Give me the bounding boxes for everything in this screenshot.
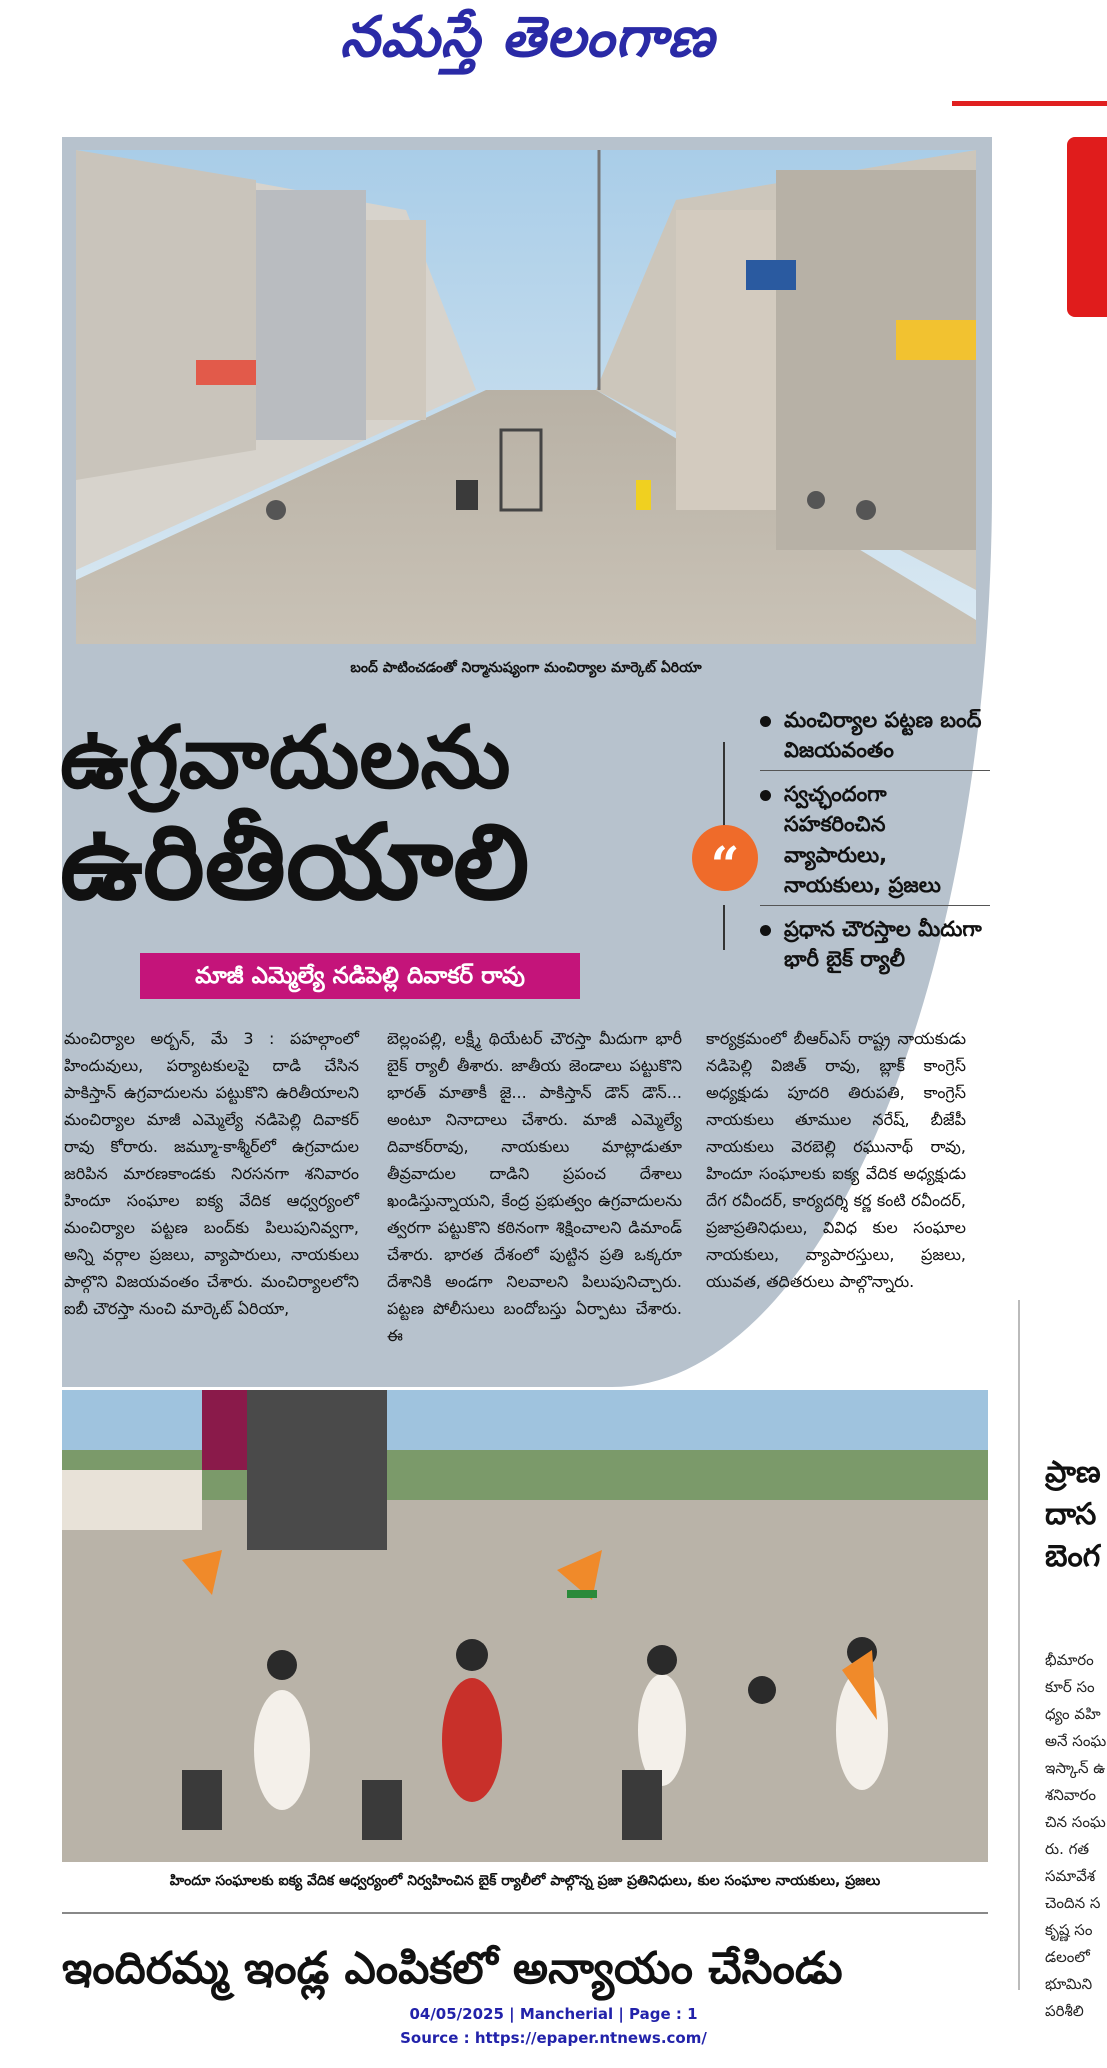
article-column-3: కార్యక్రమంలో బీఆర్ఎస్ రాష్ట్ర నాయకుడు నడిపెల్లి విజిత్ రావు, బ్లాక్ కాంగ్రెస్ అధ్యక్షుడు పూదరి తిరుపతి, కాంగ్రెస్ నాయకులు తూముల నరేష్, బీజేపీ నాయకులు వెరబెల్లి రఘునాథ్ రావు, హిందూ సంఘాలకు ఐక్య వేదిక అధ్యక్షుడు దేగ రవీందర్, కార్యదర్శి కర్ణ కంటి రవీందర్, ప్రజాప్రతినిధులు, వివిధ కుల సంఘాల నాయకులు, వ్యాపారస్తులు, ప్రజలు, యువత, తదితరులు పాల్గొన్నారు. — [706, 1029, 966, 1291]
bike-rally-photo — [62, 1390, 988, 1862]
headline-line-1: ఉగ్రవాదులను — [60, 708, 511, 808]
highlight-item: ప్రధాన చౌరస్తాల మీదుగా భారీ బైక్ ర్యాలీ — [760, 914, 990, 979]
masthead — [0, 0, 1107, 90]
article-column-1: మంచిర్యాల అర్బన్, మే 3 : పహల్గాంలో హిందువులు, పర్యాటకులపై దాడి చేసిన పాకిస్తాన్ ఉగ్రవాదులను పట్టుకొని ఉరితీయాలని మంచిర్యాల మాజీ ఎమ్మెల్యే నడిపెల్లి దివాకర్ రావు కోరారు. జమ్మూ-కాశ్మీర్‌లో ఉగ్రవాదుల జరిపిన మారణకాండకు నిరసనగా శనివారం హిందూ సంఘాల ఐక్య వేదిక ఆధ్వర్యంలో మంచిర్యాల పట్టణ బంద్‌కు పిలుపునివ్వగా, అన్ని వర్గాల ప్రజలు, వ్యాపారులు, నాయకులు పాల్గొని విజయవంతం చేశారు. మంచిర్యాలలోని ఐబీ చౌరస్తా నుంచి మార్కెట్ ఏరియా, — [64, 1029, 359, 1318]
section-divider — [62, 1912, 988, 1914]
side-story-headline: ప్రాణ దాస బెంగ — [1045, 1455, 1101, 1574]
highlight-item: స్వచ్ఛందంగా సహకరించిన వ్యాపారులు, నాయకులు, ప్రజలు — [760, 779, 990, 906]
highlights-list — [760, 705, 990, 987]
byline-banner: మాజీ ఎమ్మెల్యే నడిపెల్లి దివాకర్ రావు — [140, 953, 580, 999]
bottom-photo-caption: హిందూ సంఘాలకు ఐక్య వేదిక ఆధ్వర్యంలో నిర్వహించిన బైక్ ర్యాలీలో పాల్గొన్న ప్రజా ప్రతినిధులు, కుల సంఘాల నాయకులు, ప్రజలు — [169, 1873, 881, 1889]
footer-date-line: 04/05/2025 | Mancherial | Page : 1 — [409, 2005, 698, 2023]
header-red-rule — [952, 101, 1107, 106]
newspaper-title: నమస్తే తెలంగాణ — [340, 4, 715, 70]
footer-source-link[interactable]: Source : https://epaper.ntnews.com/ — [400, 2029, 707, 2047]
article-column-2: బెల్లంపల్లి, లక్ష్మీ థియేటర్ చౌరస్తా మీదుగా భారీ బైక్ ర్యాలీ తీశారు. జాతీయ జెండాలు పట్టుకొని భారత్ మాతాకీ జై... పాకిస్తాన్ డౌన్ డౌన్... అంటూ నినాదాలు చేశారు. మాజీ ఎమ్మెల్యే దివాకర్‌రావు, నాయకులు మాట్లాడుతూ తీవ్రవాదుల దాడిని ప్రపంచ దేశాలు ఖండిస్తున్నాయని, కేంద్ర ప్రభుత్వం ఉగ్రవాదులను త్వరగా పట్టుకొని కఠినంగా శిక్షించాలని డిమాండ్ చేశారు. భారత దేశంలో పుట్టిన ప్రతి ఒక్కరూ దేశానికి అండగా నిలవాలని పిలుపునిచ్చారు. పట్టణ పోలీసులు బందోబస్తు ఏర్పాటు చేశారు. ఈ — [387, 1029, 682, 1345]
top-photo-caption: బంద్ పాటించడంతో నిర్మానుష్యంగా మంచిర్యాల మార్కెట్ ఏరియా — [350, 660, 702, 676]
headline-line-2: ఉరితీయాలి — [60, 801, 530, 923]
side-column-divider — [1018, 1300, 1020, 1990]
quote-icon: “ — [692, 825, 758, 891]
side-story-body: భీమారం కూర్ సం ధ్యం వహి అనే సంఘ ఇస్కాన్ ఉ శనివారం చిన సంఘ రు. గత సమావేశ చెందిన స కృష్ణ సం డలంలో భూమిని పరిశీలి — [1045, 1651, 1107, 2020]
second-story-headline: ఇందిరమ్మ ఇండ్ల ఎంపికలో అన్యాయం చేసిండు — [62, 1943, 843, 1994]
highlight-item: మంచిర్యాల పట్టణ బంద్ విజయవంతం — [760, 705, 990, 771]
divider-line-bottom — [723, 905, 725, 950]
side-advert-tab — [1067, 137, 1107, 317]
market-street-photo — [76, 150, 976, 644]
